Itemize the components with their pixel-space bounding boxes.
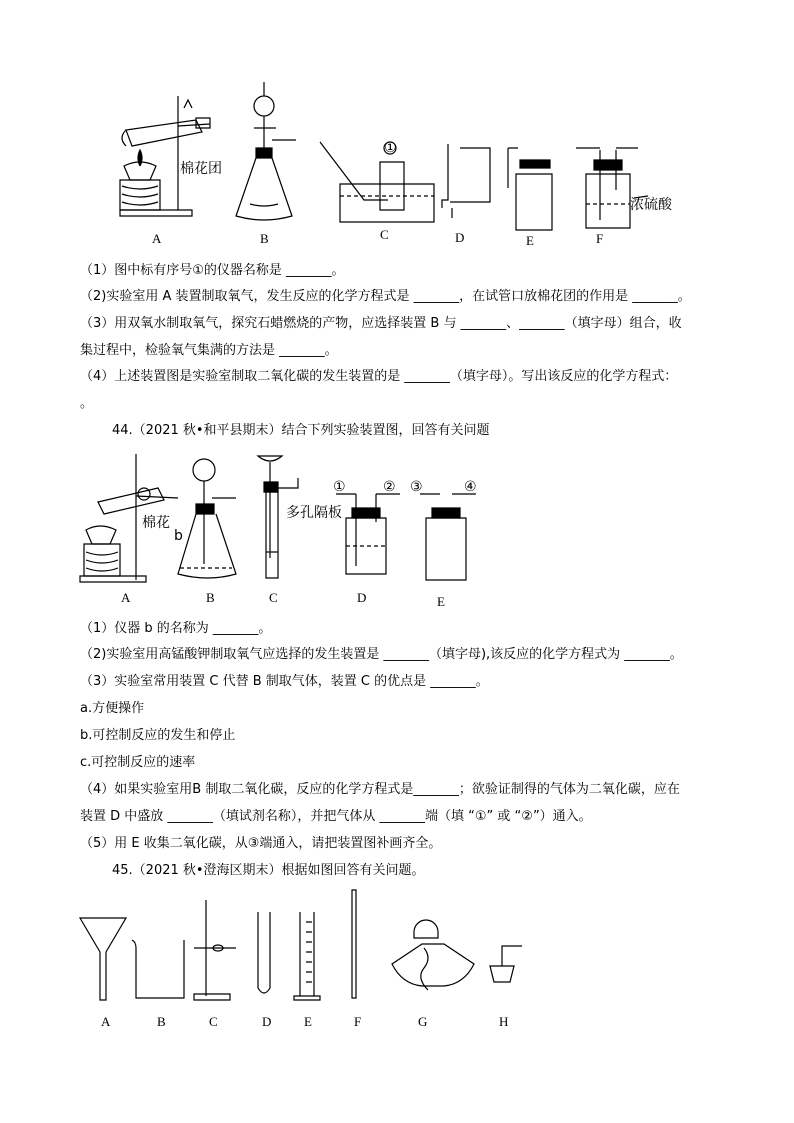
fig3-label-e: E <box>304 1014 312 1029</box>
cotton-label: 棉花 <box>142 515 170 531</box>
q43-part3a: （3）用双氧水制取氧气，探究石蜡燃烧的产物，应选择装置 B 与 _______、_______（填字母）组合，收 <box>80 316 682 331</box>
q43-part3b: 集过程中，检验氧气集满的方法是 _______。 <box>80 343 338 358</box>
cotton-label: 棉花团 <box>180 161 222 177</box>
q44-part1: （1）仪器 b 的名称为 _______。 <box>80 621 272 636</box>
figure-1-apparatus <box>100 78 720 228</box>
q43-part4: （4）上述装置图是实验室制取二氧化碳的发生装置的是 _______（填字母）。写出该反应的化学方程式： <box>80 369 678 384</box>
fig1-label-c: C <box>380 227 389 242</box>
alcohol-lamp <box>392 920 474 990</box>
fig1-label-a: A <box>152 231 162 246</box>
fig1-label-d: D <box>455 230 465 245</box>
b-label: b <box>174 528 183 544</box>
beaker <box>132 940 184 998</box>
apparatus-e <box>508 148 552 230</box>
fig3-label-c: C <box>209 1014 218 1029</box>
apparatus-b <box>178 459 236 578</box>
port-2-label: ② <box>383 479 396 495</box>
apparatus-e <box>420 494 476 580</box>
apparatus-b <box>236 82 296 220</box>
q44-part4a: （4）如果实验室用B 制取二氧化碳，反应的化学方程式是_______；欲验证制得的气体为二氧化碳，应在 <box>80 782 680 797</box>
apparatus-d <box>442 144 490 218</box>
fig3-label-g: G <box>418 1014 428 1029</box>
q44-part2: （2)实验室用高锰酸钾制取氧气应选择的发生装置是 _______（填字母),该反应的化学方程式为 _______。 <box>80 647 683 662</box>
fig3-label-d: D <box>262 1014 272 1029</box>
fig1-label-b: B <box>260 231 269 246</box>
porous-plate-label: 多孔隔板 <box>286 505 342 521</box>
figure-3-instruments <box>78 888 538 1006</box>
fig3-label-h: H <box>499 1014 509 1029</box>
apparatus-c <box>320 142 434 222</box>
fig1-label-f: F <box>596 231 604 246</box>
apparatus-f <box>576 148 648 228</box>
port-1-label: ① <box>333 479 346 495</box>
glass-rod <box>352 890 356 998</box>
fig3-label-b: B <box>157 1014 166 1029</box>
stopper-with-tube <box>490 946 522 982</box>
test-tube <box>258 912 270 993</box>
iron-stand <box>194 900 236 1000</box>
fig2-label-e: E <box>437 594 445 609</box>
q44-option-c: c.可控制反应的速率 <box>80 755 196 770</box>
circle-one-label: ① <box>384 140 397 156</box>
q44-part5: （5）用 E 收集二氧化碳，从③端通入，请把装置图补画齐全。 <box>80 836 442 851</box>
fig3-label-f: F <box>354 1014 362 1029</box>
q43-part4-end: 。 <box>80 396 94 411</box>
graduated-cylinder <box>294 912 320 1000</box>
fig3-label-a: A <box>101 1014 111 1029</box>
q44-option-a: a.方便操作 <box>80 701 145 716</box>
q44-header: 44.（2021 秋•和平县期末）结合下列实验装置图，回答有关问题 <box>112 423 490 438</box>
fig2-label-a: A <box>121 590 131 605</box>
q43-part2: （2)实验室用 A 装置制取氧气，发生反应的化学方程式是 _______，在试管口放棉花团的作用是 _______。 <box>80 289 691 304</box>
fig2-label-c: C <box>269 590 278 605</box>
port-4-label: ④ <box>464 479 477 495</box>
q45-header: 45.（2021 秋•澄海区期末）根据如图回答有关问题。 <box>112 863 425 878</box>
fig2-label-d: D <box>357 590 367 605</box>
funnel <box>80 918 126 1000</box>
apparatus-a <box>120 96 210 216</box>
fig2-label-b: B <box>206 590 215 605</box>
q44-part4b: 装置 D 中盛放 _______（填试剂名称），并把气体从 _______端（填 “①” 或 “②”）通入。 <box>80 809 592 824</box>
q44-part3: （3）实验室常用装置 C 代替 B 制取气体，装置 C 的优点是 _______。 <box>80 674 489 689</box>
q44-option-b: b.可控制反应的发生和停止 <box>80 728 236 743</box>
q43-part1: （1）图中标有序号①的仪器名称是 _______。 <box>80 263 345 278</box>
acid-label: 浓硫酸 <box>630 197 672 213</box>
apparatus-d <box>336 494 400 574</box>
port-3-label: ③ <box>410 479 423 495</box>
fig1-label-e: E <box>526 233 534 248</box>
